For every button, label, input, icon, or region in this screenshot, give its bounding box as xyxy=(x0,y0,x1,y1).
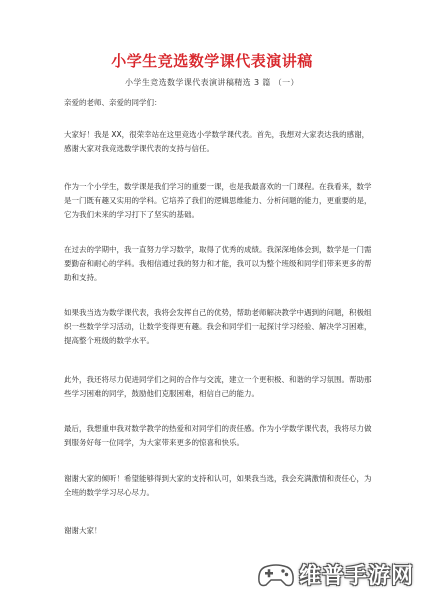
paragraph-7: 谢谢大家的倾听！希望能够得到大家的支持和认可，如果我当选，我会充满激情和责任心，为全班的数学学习尽心尽力。 xyxy=(64,474,372,497)
paragraph-5: 此外，我还将尽力促进同学们之间的合作与交流，建立一个更积极、和谐的学习氛围。帮助那些学习困难的同学，鼓励他们克服困难，相信自己的能力。 xyxy=(64,375,372,398)
salutation: 亲爱的老师、亲爱的同学们： xyxy=(64,98,162,107)
paragraph-1: 大家好！我是 XX，很荣幸站在这里竞选小学数学课代表。首先，我想对大家表达我的感谢，感谢大家对我竞选数学课代表的支持与信任。 xyxy=(64,130,370,153)
paragraph-3: 在过去的学期中，我一直努力学习数学，取得了优秀的成绩。我深深地体会到，数学是一门需要勤奋和耐心的学科。我相信通过我的努力和才能，我可以为整个班级和同学们带来更多的帮助和支持。 xyxy=(64,245,372,282)
document-title: 小学生竞选数学课代表演讲稿 xyxy=(111,52,313,70)
game-controller-icon xyxy=(257,561,295,589)
paragraph-4: 如果我当选为数学课代表，我将会发挥自己的优势，帮助老师解决教学中遇到的问题，积极组织一些数学学习活动，让数学变得更有趣。我会和同学们一起探讨学习经验、解决学习困难，提高整个班级的数学水平。 xyxy=(64,308,372,345)
closing: 谢谢大家！ xyxy=(64,526,102,535)
watermark-text: 维普手游网 xyxy=(298,564,414,589)
paragraph-6: 最后，我想重申我对数学教学的热爱和对同学们的责任感。作为小学数学课代表，我将尽力做到服务好每一位同学，为大家带来更多的惊喜和快乐。 xyxy=(64,424,372,447)
paragraph-2: 作为一个小学生，数学课是我们学习的重要一课，也是我最喜欢的一门课程。在我看来，数学是一门既有趣又实用的学科。它培养了我们的逻辑思维能力、分析问题的能力，更重要的是，它为我们未来的学习打下了坚实的基础。 xyxy=(64,182,372,219)
site-watermark xyxy=(257,559,414,590)
document-subtitle: 小学生竞选数学课代表演讲稿精选 3 篇 （一） xyxy=(125,78,299,87)
